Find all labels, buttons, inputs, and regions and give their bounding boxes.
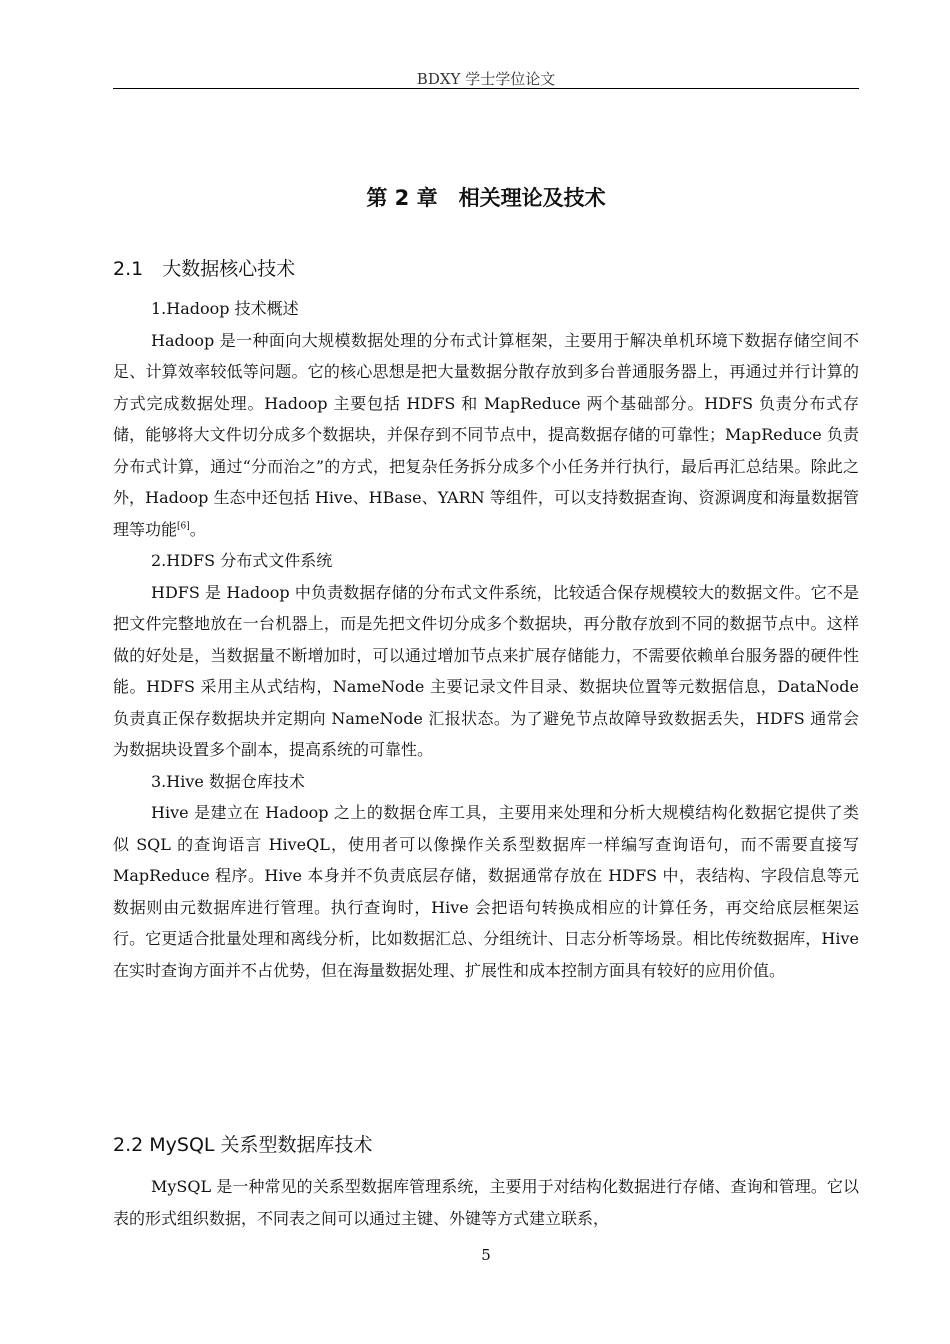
section-title-2-2: 2.2 MySQL 关系型数据库技术: [113, 1134, 373, 1156]
subheading-hive: 3.Hive 数据仓库技术: [151, 771, 305, 791]
chapter-title: 第 2 章 相关理论及技术: [366, 186, 606, 210]
header-rule: [113, 88, 859, 89]
running-header: BDXY 学士学位论文: [416, 70, 556, 88]
citation-6: [6]: [177, 521, 190, 532]
paragraph-hive: Hive 是建立在 Hadoop 之上的数据仓库工具，主要用来处理和分析大规模结构化数据它提供了类似 SQL 的查询语言 HiveQL，使用者可以像操作关系型数据库一样编写查询语句，而不需要直接写 MapReduce 程序。Hive 本身并不负责底层存储，数据通常存放在 HDFS 中，表结构、字段信息等元数据则由元数据库进行管理。执行查询时，Hive 会把语句转换成相应的计算任务，再交给底层框架运行。它更适合批量处理和离线分析，比如数据汇总、分组统计、日志分析等场景。相比传统数据库，Hive 在实时查询方面并不占优势，但在海量数据处理、扩展性和成本控制方面具有较好的应用价值。: [113, 803, 859, 980]
subheading-hdfs: 2.HDFS 分布式文件系统: [151, 551, 333, 570]
page-number: 5: [481, 1246, 491, 1264]
paragraph-hadoop-text: Hadoop 是一种面向大规模数据处理的分布式计算框架，主要用于解决单机环境下数据存储空间不足、计算效率较低等问题。它的核心思想是把大量数据分散存放到多台普通服务器上，再通过并行计算的方式完成数据处理。Hadoop 主要包括 HDFS 和 MapReduce 两个基础部分。HDFS 负责分布式存储，能够将大文件切分成多个数据块，并保存到不同节点中，提高数据存储的可靠性；MapReduce 负责分布式计算，通过“分而治之”的方式，把复杂任务拆分成多个小任务并行执行，最后再汇总结果。除此之外，Hadoop 生态中还包括 Hive、HBase、YARN 等组件，可以支持数据查询、资源调度和海量数据管理等功能: [113, 330, 859, 539]
paragraph-hadoop: [113, 325, 859, 546]
paragraph-hadoop-end: 。: [189, 519, 206, 539]
paragraph-hdfs: HDFS 是 Hadoop 中负责数据存储的分布式文件系统，比较适合保存规模较大的数据文件。它不是把文件完整地放在一台机器上，而是先把文件切分成多个数据块，再分散存放到不同的数据节点中。这样做的好处是，当数据量不断增加时，可以通过增加节点来扩展存储能力，不需要依赖单台服务器的硬件性能。HDFS 采用主从式结构，NameNode 主要记录文件目录、数据块位置等元数据信息，DataNode 负责真正保存数据块并定期向 NameNode 汇报状态。为了避免节点故障导致数据丢失，HDFS 通常会为数据块设置多个副本，提高系统的可靠性。: [113, 582, 859, 759]
section-body-2-1: [113, 293, 859, 986]
paragraph-mysql: MySQL 是一种常见的关系型数据库管理系统，主要用于对结构化数据进行存储、查询和管理。它以表的形式组织数据，不同表之间可以通过主键、外键等方式建立联系，: [113, 1177, 859, 1228]
section-title-2-1: 2.1 大数据核心技术: [113, 258, 296, 280]
section-body-2-2: [113, 1171, 859, 1234]
subheading-hadoop: 1.Hadoop 技术概述: [151, 299, 299, 318]
